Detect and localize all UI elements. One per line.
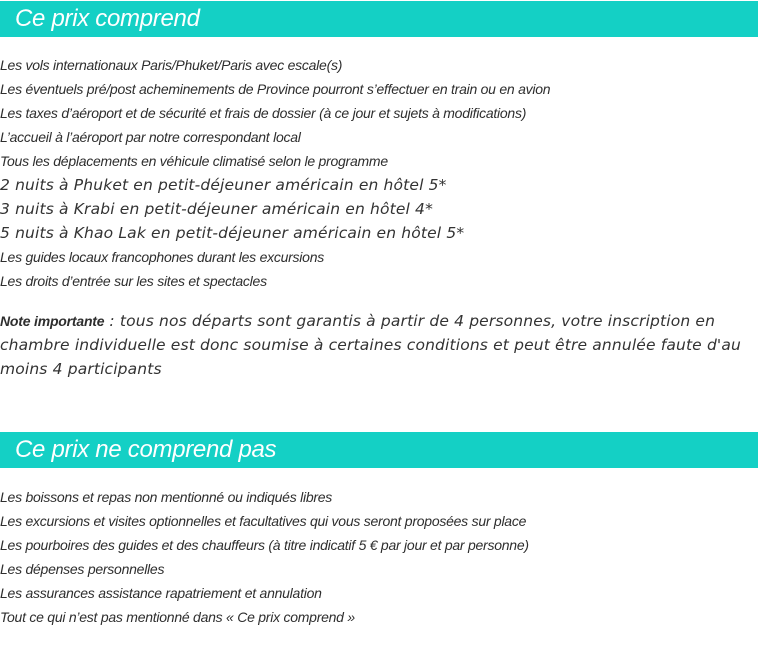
included-section-header	[0, 1, 758, 37]
excluded-section-title: Ce prix ne comprend pas	[15, 436, 277, 463]
excluded-item-tips: Les pourboires des guides et des chauffeurs (à titre indicatif 5 € par jour et par personne)	[0, 537, 529, 553]
important-note	[0, 309, 756, 381]
included-item-airport-taxes: Les taxes d’aéroport et de sécurité et frais de dossier (à ce jour et sujets à modifications)	[0, 105, 527, 121]
excluded-item-everything-else: Tout ce qui n’est pas mentionné dans « Ce prix comprend »	[0, 609, 355, 625]
included-item-krabi-nights: 3 nuits à Krabi en petit-déjeuner américain en hôtel 4*	[0, 200, 433, 218]
included-item-phuket-nights: 2 nuits à Phuket en petit-déjeuner américain en hôtel 5*	[0, 176, 447, 194]
important-note-text: : tous nos départs sont garantis à partir de 4 personnes, votre inscription en chambre individuelle est donc soumise à certaines conditions et peut être annulée faute d'au moins 4 participants	[0, 312, 741, 378]
included-item-entrance-fees: Les droits d’entrée sur les sites et spectacles	[0, 273, 267, 289]
included-items-list	[0, 53, 550, 293]
excluded-item-personal-expenses: Les dépenses personnelles	[0, 561, 165, 577]
excluded-section-header	[0, 432, 758, 468]
excluded-item-optional-excursions: Les excursions et visites optionnelles et facultatives qui vous seront proposées sur place	[0, 513, 527, 529]
included-item-transport: Tous les déplacements en véhicule climatisé selon le programme	[0, 153, 388, 169]
included-item-airport-welcome: L’accueil à l’aéroport par notre correspondant local	[0, 129, 301, 145]
included-item-local-guides: Les guides locaux francophones durant les excursions	[0, 249, 324, 265]
excluded-item-insurance: Les assurances assistance rapatriement et annulation	[0, 585, 322, 601]
included-item-pre-post-transfers: Les éventuels pré/post acheminements de Province pourront s’effectuer en train ou en avion	[0, 81, 551, 97]
included-section-title: Ce prix comprend	[15, 5, 200, 32]
included-item-flights: Les vols internationaux Paris/Phuket/Paris avec escale(s)	[0, 57, 343, 73]
excluded-item-drinks-meals: Les boissons et repas non mentionné ou indiqués libres	[0, 489, 333, 505]
important-note-label: Note importante	[0, 313, 105, 329]
excluded-items-list	[0, 485, 529, 629]
included-item-khao-lak-nights: 5 nuits à Khao Lak en petit-déjeuner américain en hôtel 5*	[0, 224, 465, 242]
